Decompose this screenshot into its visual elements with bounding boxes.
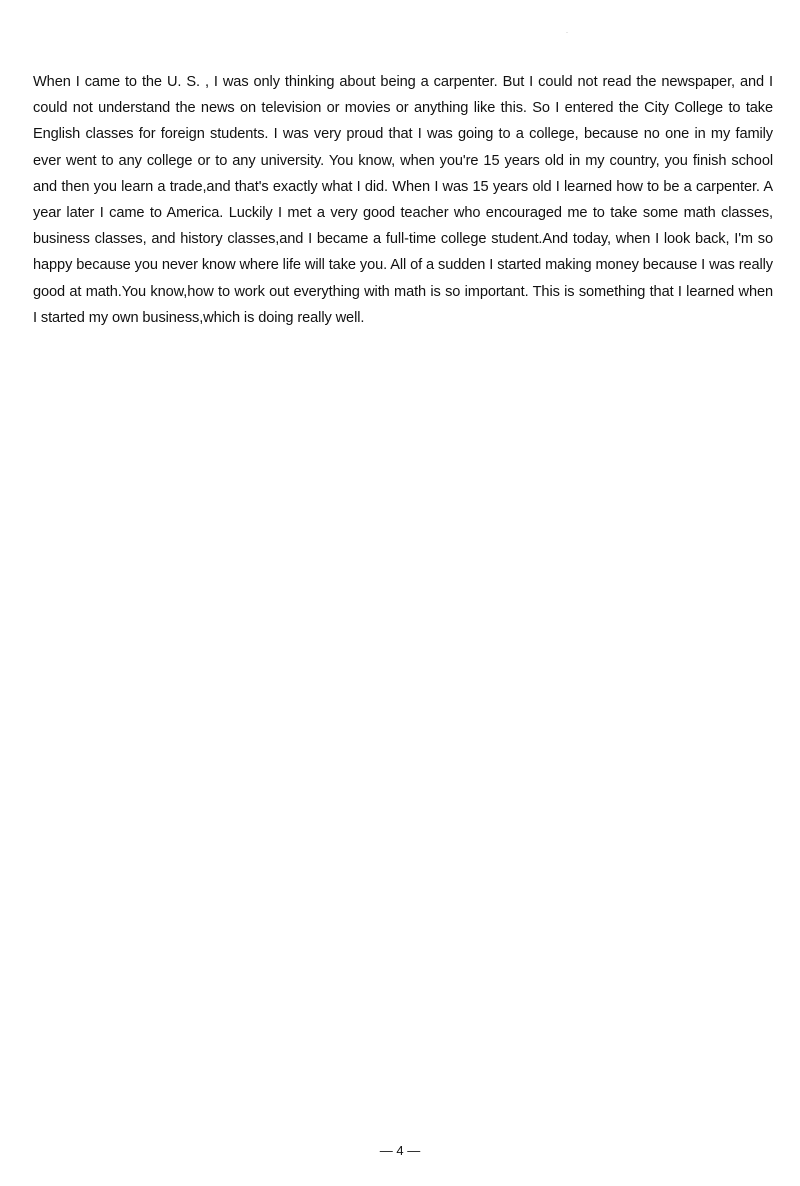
page-number: — 4 — [379,1143,421,1158]
top-mark: · [566,30,568,36]
body-paragraph: When I came to the U. S. , I was only thinking about being a carpenter. But I could not read the newspaper, and I could not understand the news on television or movies or anything like this. So I entered the City College to take English classes for foreign students. I was very proud that I was going to a college, because no one in my family ever went to any college or to any university. You know, when you're 15 years old in my country, you finish school and then you learn a trade,and that's exactly what I did. When I was 15 years old I learned how to be a carpenter. A year later I came to America. Luckily I met a very good teacher who encouraged me to take some math classes, business classes, and history classes,and I became a full-time college student.And today, when I look back, I'm so happy because you never know where life will take you. All of a sudden I started making money because I was really good at math.You know,how to work out everything with math is so important. This is something that I learned when I started my own business,which is doing really well. [33,74,773,326]
